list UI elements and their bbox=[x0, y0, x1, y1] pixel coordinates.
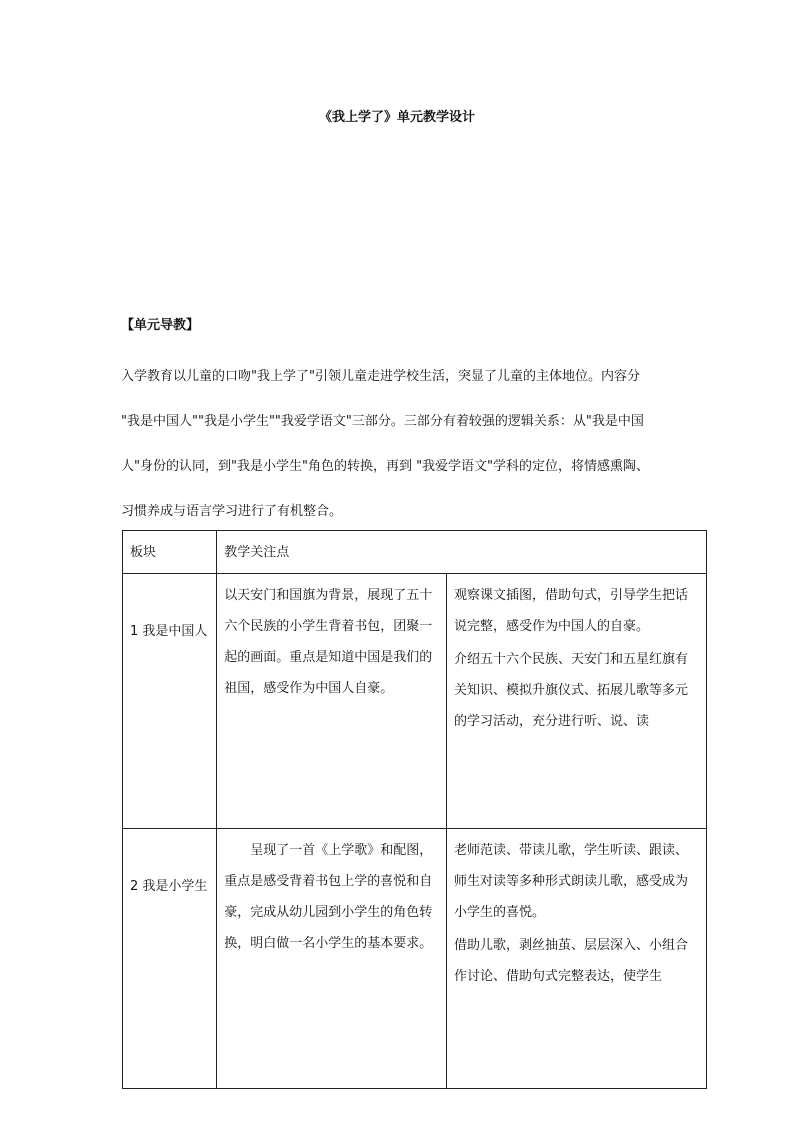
activity-text: 观察课文插图，借助句式，引导学生把话说完整，感受作为中国人的自豪。 bbox=[453, 588, 688, 634]
focus-text: 呈现了一首《上学歌》和配图，重点是感受背着书包上学的喜悦和自豪，完成从幼儿园到小学生的角色转换，明白做一名小学生的基本要求。 bbox=[224, 843, 433, 951]
activity-cell bbox=[446, 574, 706, 829]
table-header-row bbox=[123, 531, 707, 574]
focus-text: 以天安门和国旗为背景，展现了五十六个民族的小学生背着书包，团聚一起的画面。重点是知道中国是我们的祖国，感受作为中国人自豪。 bbox=[224, 588, 433, 696]
table-row bbox=[123, 574, 707, 829]
document-title: 《我上学了》单元教学设计 bbox=[318, 110, 475, 125]
intro-line: "我是中国人""我是小学生""我爱学语文"三部分。三部分有着较强的逻辑关系：从"我是中国 bbox=[121, 414, 644, 429]
focus-cell bbox=[217, 574, 447, 829]
activity-text: 借助儿歌，剥丝抽茧、层层深入、小组合作讨论、借助句式完整表达，使学生 bbox=[453, 938, 688, 984]
table-row bbox=[123, 829, 707, 1089]
section-heading: 【单元导教】 bbox=[121, 318, 200, 333]
intro-paragraph bbox=[121, 354, 711, 534]
header-cell-focus: 教学关注点 bbox=[217, 531, 707, 574]
row-label: 2 我是小学生 bbox=[123, 829, 217, 1089]
activity-cell bbox=[446, 829, 706, 1089]
row-label: 1 我是中国人 bbox=[123, 574, 217, 829]
intro-line: 入学教育以儿童的口吻"我上学了"引领儿童走进学校生活，突显了儿童的主体地位。内容分 bbox=[121, 369, 640, 384]
header-cell-section: 板块 bbox=[123, 531, 217, 574]
intro-line: 习惯养成与语言学习进行了有机整合。 bbox=[121, 504, 343, 519]
focus-cell bbox=[217, 829, 447, 1089]
activity-text: 老师范读、带读儿歌，学生听读、跟读、师生对读等多种形式朗读儿歌，感受成为小学生的喜悦。 bbox=[453, 843, 688, 920]
unit-table bbox=[122, 530, 707, 1089]
activity-text: 介绍五十六个民族、天安门和五星红旗有关知识、模拟升旗仪式、拓展儿歌等多元的学习活动，充分进行听、说、读 bbox=[453, 652, 688, 729]
intro-line: 人"身份的认同，到"我是小学生"角色的转换，再到 "我爱学语文"学科的定位，将情感熏陶、 bbox=[121, 459, 650, 474]
